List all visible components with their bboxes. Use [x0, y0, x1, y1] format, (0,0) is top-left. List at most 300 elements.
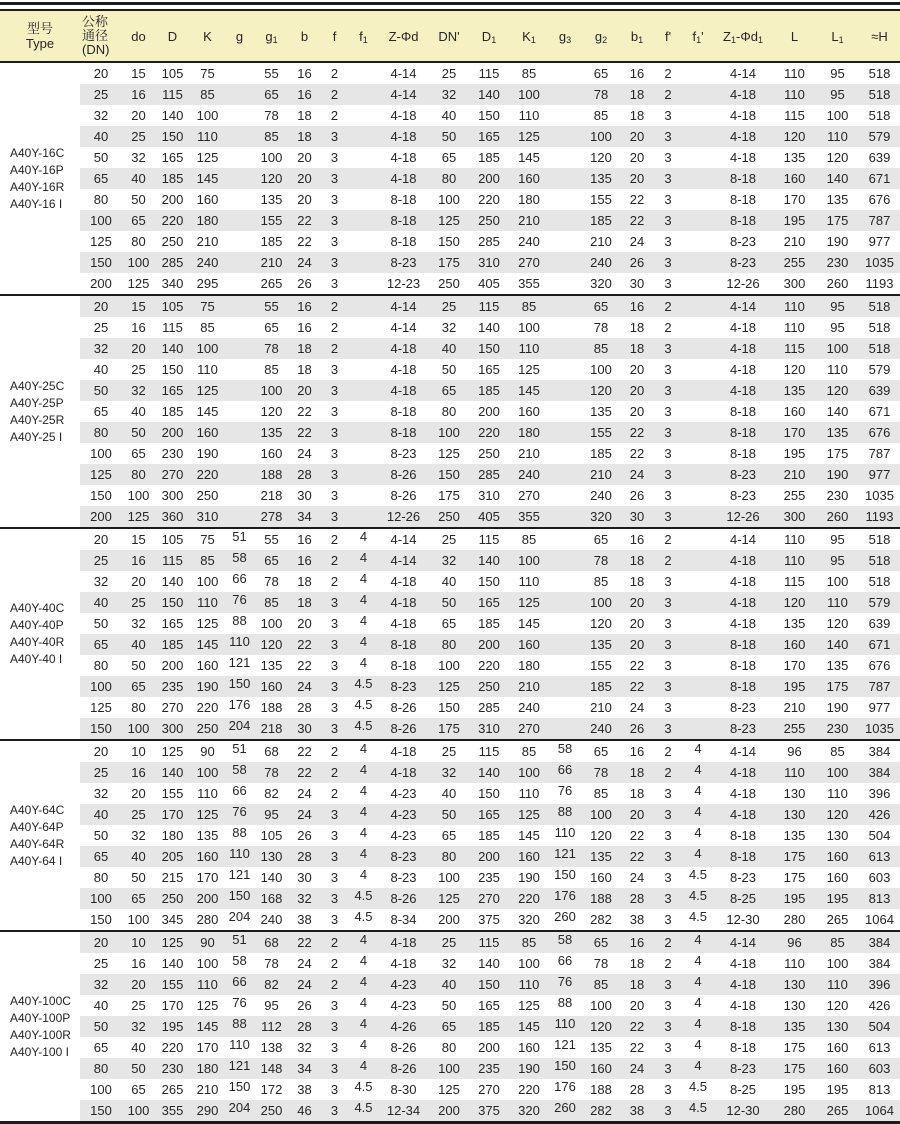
cell: 8-18	[729, 658, 757, 673]
cell: 105	[155, 295, 190, 317]
cell: 95	[816, 62, 859, 84]
cell: 320	[509, 1100, 549, 1123]
cell: 100	[260, 150, 283, 165]
cell: 20	[629, 616, 645, 631]
cell: 80	[441, 1040, 457, 1055]
cell: 115	[469, 295, 509, 317]
cell: 22	[289, 740, 320, 762]
cell: 3	[330, 998, 339, 1013]
cell: 78	[254, 762, 289, 783]
cell: 4-18	[390, 956, 417, 971]
cell: 80	[93, 192, 109, 207]
cell	[683, 464, 713, 485]
cell: 32	[429, 84, 469, 105]
cell: 3	[653, 252, 683, 273]
cell: 26	[297, 998, 312, 1013]
cell: 195	[783, 1082, 806, 1097]
cell: 75	[190, 528, 225, 550]
cell: 190	[509, 1058, 549, 1079]
cell: 3	[664, 108, 672, 123]
cell: 265	[826, 912, 849, 927]
cell: 3	[320, 210, 349, 231]
cell: 4-18	[713, 974, 773, 995]
cell: 130	[773, 804, 816, 825]
cell: 170	[196, 1040, 219, 1055]
cell: 396	[859, 974, 900, 995]
cell: 3	[320, 1016, 349, 1037]
cell: 25	[131, 998, 146, 1013]
cell: 250	[469, 676, 509, 697]
cell: 603	[859, 1058, 900, 1079]
type-label-line: A40Y-25R	[10, 412, 65, 427]
cell: 255	[773, 252, 816, 273]
cell: 185	[478, 616, 500, 631]
table-row	[0, 295, 900, 317]
cell: 195	[155, 1016, 190, 1037]
cell: 40	[429, 338, 469, 359]
cell: 20	[629, 404, 645, 419]
cell: 3	[664, 574, 672, 589]
cell: 130	[773, 974, 816, 995]
cell: 3	[320, 422, 349, 443]
cell: 22	[289, 422, 320, 443]
cell: 140	[260, 870, 283, 885]
cell: 210	[590, 700, 612, 715]
cell: 32	[122, 1016, 155, 1037]
cell: 18	[629, 786, 645, 801]
cell: 280	[196, 912, 219, 927]
cell: 4	[683, 846, 713, 867]
cell: 200	[438, 912, 460, 927]
cell: 3	[664, 488, 672, 503]
cell: 140	[478, 320, 500, 335]
cell: 3	[664, 1040, 672, 1055]
cell: 175	[816, 676, 859, 697]
cell: 8-18	[729, 404, 757, 419]
cell: 282	[590, 912, 612, 927]
cell: 4-14	[378, 84, 429, 105]
cell: 3	[330, 192, 339, 207]
cell: 4	[359, 953, 368, 968]
cell: 8-23	[390, 870, 417, 885]
cell: 12-34	[378, 1100, 429, 1123]
header-row	[0, 10, 900, 62]
cell: 320	[590, 276, 612, 291]
cell: 235	[469, 1058, 509, 1079]
cell: 40	[441, 786, 457, 801]
cell: 110	[518, 108, 540, 123]
cell: 4-14	[713, 528, 773, 550]
cell: 32	[429, 762, 469, 783]
cell: 78	[581, 84, 621, 105]
cell: 58	[549, 740, 581, 762]
cell: 85	[581, 338, 621, 359]
table-row	[0, 168, 900, 189]
cell: 16	[297, 320, 312, 335]
cell: 160	[773, 168, 816, 189]
cell: 135	[826, 658, 849, 673]
cell: 3	[320, 1058, 349, 1079]
table-row	[0, 84, 900, 105]
cell: 85	[190, 84, 225, 105]
cell: 4-14	[378, 62, 429, 84]
cell: 1035	[865, 488, 894, 503]
cell: 3	[320, 888, 349, 909]
cell: 135	[783, 828, 806, 843]
cell: 3	[653, 1058, 683, 1079]
cell: 240	[518, 700, 540, 715]
cell: 255	[783, 488, 806, 503]
cell: 76	[225, 804, 254, 825]
cell: 76	[557, 783, 573, 798]
cell: 125	[518, 998, 540, 1013]
table-row	[0, 210, 900, 231]
cell: 40	[441, 108, 457, 123]
cell: 22	[629, 1040, 645, 1055]
column-header: $f_1'$	[683, 10, 713, 62]
cell: 20	[297, 192, 312, 207]
cell: 65	[581, 295, 621, 317]
cell: 110	[518, 574, 540, 589]
cell: 230	[161, 446, 184, 461]
cell: 4.5	[349, 718, 378, 740]
cell: 4.5	[354, 697, 373, 712]
cell: 4-18	[713, 804, 773, 825]
cell: 125	[90, 700, 112, 715]
cell: 110	[229, 1037, 250, 1052]
cell: 65	[254, 84, 289, 105]
column-header: Z-Φd	[378, 10, 429, 62]
cell: 28	[621, 888, 653, 909]
cell: 80	[80, 422, 122, 443]
cell: 140	[816, 168, 859, 189]
cell: 28	[289, 464, 320, 485]
cell: 280	[773, 1100, 816, 1123]
cell: 8-18	[729, 446, 757, 461]
cell: 80	[131, 700, 146, 715]
cell: 24	[297, 446, 312, 461]
cell: 22	[289, 634, 320, 655]
cell: 55	[254, 528, 289, 550]
cell: 85	[581, 974, 621, 995]
cell: 2	[330, 786, 339, 801]
table-row	[0, 655, 900, 676]
cell: 2	[320, 338, 349, 359]
cell: 40	[122, 634, 155, 655]
cell: 25	[93, 956, 109, 971]
cell: 24	[621, 1058, 653, 1079]
cell: 110	[509, 974, 549, 995]
cell: 65	[581, 931, 621, 953]
cell	[549, 147, 581, 168]
cell: 518	[859, 84, 900, 105]
cell: 639	[859, 380, 900, 401]
cell: 375	[478, 912, 500, 927]
cell: 4-14	[713, 62, 773, 84]
cell: 8-26	[378, 888, 429, 909]
column-header: do	[122, 10, 155, 62]
cell: 110	[784, 320, 805, 335]
cell: 32	[441, 320, 457, 335]
cell: 8-26	[378, 718, 429, 740]
cell: 20	[289, 380, 320, 401]
cell: 50	[80, 380, 122, 401]
cell: 278	[254, 506, 289, 528]
cell: 2	[664, 320, 672, 335]
cell: 3	[653, 1016, 683, 1037]
cell: 3	[653, 888, 683, 909]
cell: 4	[359, 655, 368, 670]
table-row	[0, 676, 900, 697]
cell: 4-18	[378, 126, 429, 147]
cell: 80	[429, 168, 469, 189]
cell: 18	[621, 974, 653, 995]
cell: 2	[653, 740, 683, 762]
cell: 65	[131, 446, 146, 461]
cell: 3	[320, 506, 349, 528]
cell: 150	[90, 912, 112, 927]
cell: 18	[297, 362, 312, 377]
cell: 165	[478, 362, 500, 377]
cell: 355	[518, 276, 540, 291]
cell	[683, 273, 713, 295]
table-row	[0, 485, 900, 506]
cell: 145	[190, 634, 225, 655]
cell: 405	[469, 506, 509, 528]
cell: 140	[161, 574, 184, 589]
cell: 110	[784, 956, 805, 971]
cell: 3	[330, 828, 339, 843]
cell: 3	[320, 380, 349, 401]
cell: 3	[320, 464, 349, 485]
cell: 125	[155, 931, 190, 953]
cell: 3	[653, 974, 683, 995]
cell: 4-14	[713, 295, 773, 317]
cell: 80	[131, 234, 146, 249]
cell: 25	[429, 62, 469, 84]
cell: 110	[190, 974, 225, 995]
cell: 20	[621, 634, 653, 655]
cell: 100	[826, 956, 849, 971]
cell: 34	[289, 506, 320, 528]
cell: 384	[868, 956, 891, 971]
cell	[349, 485, 378, 506]
cell: 2	[653, 550, 683, 571]
cell: 160	[590, 870, 612, 885]
cell: 105	[155, 62, 190, 84]
cell: 50	[93, 616, 109, 631]
cell: 96	[773, 931, 816, 953]
cell: 2	[320, 762, 349, 783]
cell: 8-23	[378, 252, 429, 273]
cell: 100	[122, 252, 155, 273]
table-row	[0, 401, 900, 422]
cell: 240	[590, 488, 612, 503]
type-label-line: A40Y-25 I	[10, 429, 63, 444]
cell: 28	[289, 846, 320, 867]
cell: 32	[131, 616, 146, 631]
cell: 295	[196, 276, 219, 291]
cell: 265	[816, 1100, 859, 1123]
cell	[683, 317, 713, 338]
cell: 105	[260, 828, 283, 843]
cell: 65	[122, 888, 155, 909]
cell: 676	[868, 192, 891, 207]
cell: 20	[289, 168, 320, 189]
cell	[683, 443, 713, 464]
cell: 384	[859, 931, 900, 953]
cell: 120	[826, 998, 849, 1013]
cell: 165	[469, 592, 509, 613]
cell: 2	[320, 550, 349, 571]
cell: 20	[80, 295, 122, 317]
cell: 125	[122, 506, 155, 528]
cell: 165	[469, 804, 509, 825]
cell: 195	[826, 1082, 849, 1097]
cell: 65	[581, 62, 621, 84]
cell: 185	[161, 404, 184, 419]
cell: 24	[621, 464, 653, 485]
cell: 8-23	[378, 676, 429, 697]
cell: 170	[783, 192, 806, 207]
cell: 8-18	[390, 192, 417, 207]
cell: 165	[478, 998, 500, 1013]
cell: 40	[80, 592, 122, 613]
cell: 16	[131, 320, 146, 335]
column-header: $f_1$	[349, 10, 378, 62]
cell: 121	[554, 1037, 576, 1052]
cell: 140	[469, 84, 509, 105]
cell	[683, 485, 713, 506]
cell	[683, 550, 713, 571]
cell: 4	[359, 571, 368, 586]
cell: 270	[509, 718, 549, 740]
cell: 150	[155, 126, 190, 147]
cell: 4	[349, 1058, 378, 1079]
cell: 4.5	[688, 1079, 708, 1094]
cell: 16	[289, 62, 320, 84]
cell: 150	[80, 252, 122, 273]
cell: 16	[621, 740, 653, 762]
cell: 3	[653, 422, 683, 443]
table-row	[0, 846, 900, 867]
cell: 230	[155, 1058, 190, 1079]
cell: 12-26	[713, 506, 773, 528]
cell: 250	[438, 276, 460, 291]
cell: 4.5	[354, 909, 373, 924]
type-label-line: A40Y-100C	[10, 993, 71, 1008]
cell: 280	[783, 912, 806, 927]
cell: 25	[429, 931, 469, 953]
cell	[225, 338, 254, 359]
cell: 250	[254, 1100, 289, 1123]
cell: 85	[200, 320, 215, 335]
cell: 260	[826, 276, 849, 291]
cell: 3	[330, 276, 339, 291]
cell: 115	[784, 108, 805, 123]
column-header: f	[320, 10, 349, 62]
cell: 8-26	[390, 1040, 417, 1055]
cell: 160	[190, 422, 225, 443]
cell: 310	[469, 718, 509, 740]
cell: 32	[429, 550, 469, 571]
table-row	[0, 231, 900, 252]
cell: 518	[868, 574, 891, 589]
cell: 30	[297, 870, 312, 885]
cell: 10	[122, 931, 155, 953]
cell	[349, 62, 378, 84]
cell: 8-23	[390, 446, 417, 461]
cell: 4-18	[713, 380, 773, 401]
type-label-line: A40Y-64R	[10, 836, 65, 851]
cell: 16	[131, 956, 146, 971]
table-row	[0, 506, 900, 528]
cell: 3	[330, 362, 339, 377]
cell: 4-18	[713, 592, 773, 613]
cell: 125	[429, 888, 469, 909]
cell: 125	[80, 464, 122, 485]
cell	[683, 718, 713, 740]
cell: 76	[232, 995, 247, 1010]
cell: 25	[93, 320, 109, 335]
cell: 140	[816, 634, 859, 655]
cell: 15	[122, 295, 155, 317]
cell: 4-18	[729, 786, 757, 801]
cell: 310	[478, 488, 500, 503]
cell: 112	[254, 1016, 289, 1037]
cell: 100	[518, 320, 540, 335]
cell: 65	[131, 1082, 146, 1097]
cell: 4-18	[378, 740, 429, 762]
cell: 200	[469, 634, 509, 655]
cell: 235	[478, 870, 500, 885]
cell: 90	[190, 740, 225, 762]
cell: 165	[161, 616, 184, 631]
cell: 3	[653, 592, 683, 613]
cell: 50	[441, 362, 457, 377]
cell: 150	[469, 338, 509, 359]
cell: 82	[264, 786, 279, 801]
cell: 145	[190, 168, 225, 189]
cell: 135	[773, 380, 816, 401]
cell: 66	[232, 783, 247, 798]
cell: 4	[349, 1016, 378, 1037]
cell: 8-23	[713, 1058, 773, 1079]
table-row	[0, 718, 900, 740]
cell: 355	[155, 1100, 190, 1123]
cell: 51	[225, 931, 254, 953]
cell: 4-23	[390, 998, 417, 1013]
cell: 170	[155, 804, 190, 825]
cell	[349, 359, 378, 380]
cell: 3	[653, 676, 683, 697]
cell: 210	[783, 234, 806, 249]
cell: 110	[509, 338, 549, 359]
cell: 110	[197, 786, 218, 801]
cell: 30	[629, 276, 645, 291]
cell: 4-18	[729, 616, 757, 631]
cell: 100	[509, 84, 549, 105]
cell: 4	[683, 1058, 713, 1079]
cell: 110	[518, 786, 540, 801]
cell: 100	[438, 658, 460, 673]
cell: 88	[225, 1016, 254, 1037]
cell: 3	[653, 506, 683, 528]
cell: 121	[228, 655, 251, 670]
cell: 50	[80, 1016, 122, 1037]
cell	[683, 105, 713, 126]
cell: 639	[868, 616, 891, 631]
